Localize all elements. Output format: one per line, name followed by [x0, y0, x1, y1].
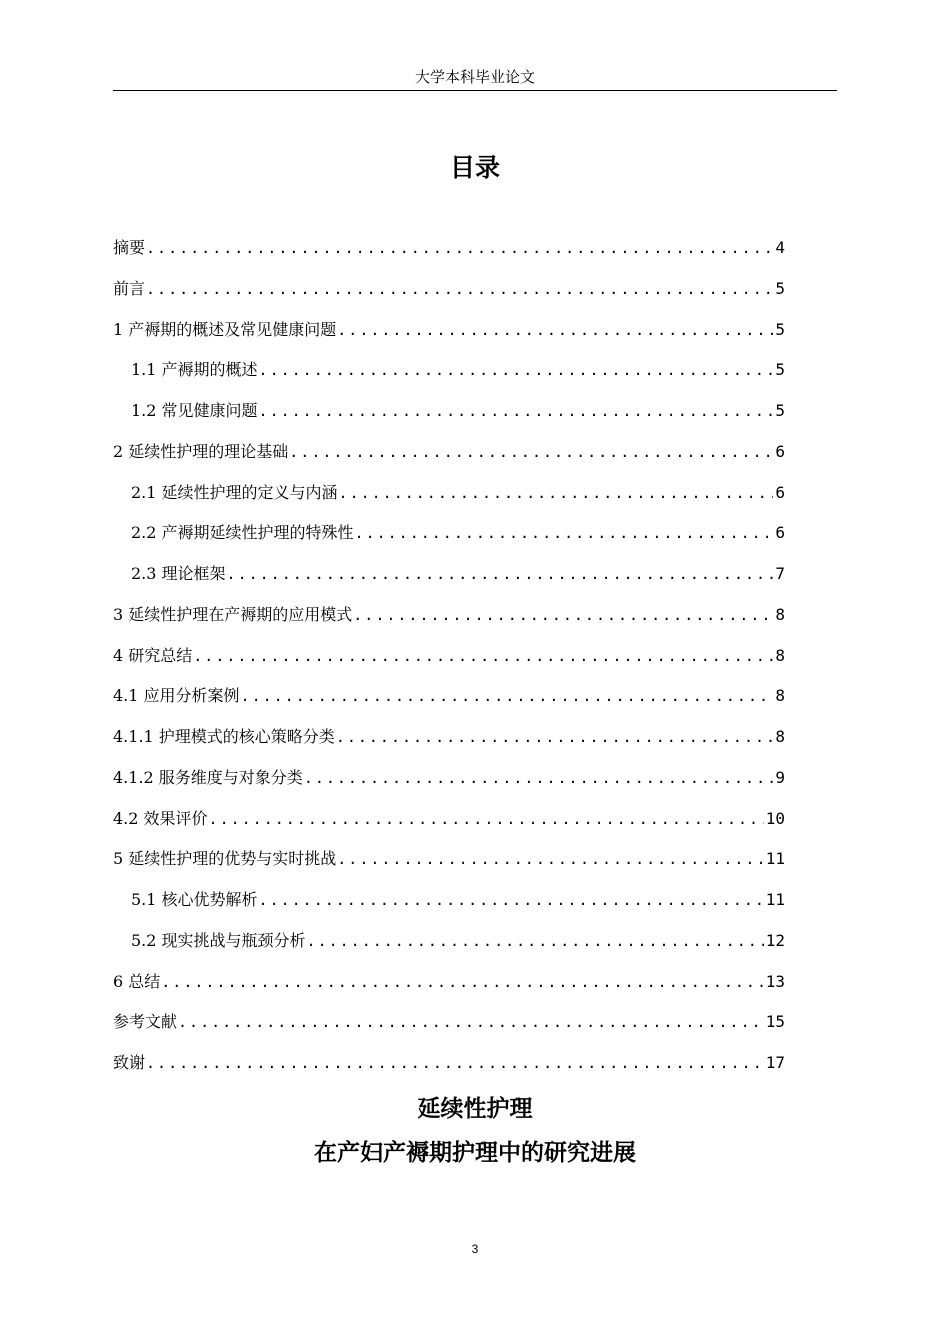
toc-entry-page-number: 7 — [775, 564, 785, 583]
toc-entry-label: 致谢 — [113, 1053, 146, 1072]
document-title-line-1: 延续性护理 — [417, 1096, 533, 1122]
toc-dot-leader — [241, 682, 774, 710]
toc-entry-page-number: 5 — [775, 360, 785, 380]
toc-entry[interactable] — [113, 479, 785, 520]
toc-dot-leader — [146, 234, 773, 262]
toc-entry[interactable] — [113, 438, 785, 479]
toc-dot-leader — [146, 275, 773, 303]
toc-dot-leader — [259, 356, 774, 384]
toc-entry-page-number: 8 — [775, 686, 785, 706]
toc-dot-leader — [193, 642, 773, 670]
page-number: 3 — [471, 1242, 479, 1256]
toc-dot-leader — [259, 397, 774, 425]
toc-entry[interactable] — [113, 1049, 785, 1090]
toc-entry[interactable] — [113, 601, 785, 642]
toc-dot-leader — [337, 316, 773, 344]
toc-entry-page-number: 11 — [765, 849, 785, 869]
toc-entry[interactable] — [113, 845, 785, 886]
toc-dot-leader — [146, 1049, 764, 1077]
toc-dot-leader — [355, 519, 774, 547]
toc-entry-label: 1 产褥期的概述及常见健康问题 — [113, 319, 337, 339]
toc-entry-page-number: 6 — [775, 441, 785, 461]
header-text: 大学本科毕业论文 — [414, 68, 535, 86]
toc-entry-page-number: 8 — [775, 645, 785, 665]
toc-entry-page-number: 12 — [765, 930, 785, 950]
toc-entry-label: 4 研究总结 — [113, 645, 193, 665]
toc-entry[interactable] — [113, 968, 785, 1009]
toc-entry[interactable] — [113, 234, 785, 275]
toc-entry-label: 2.2 产褥期延续性护理的特殊性 — [131, 523, 354, 543]
toc-entry[interactable] — [113, 927, 785, 968]
toc-entry-page-number: 4 — [775, 238, 785, 257]
toc-entry[interactable] — [113, 560, 785, 601]
toc-entry[interactable] — [113, 805, 785, 846]
toc-entry-label: 5 延续性护理的优势与实时挑战 — [113, 849, 337, 869]
toc-entry-label: 5.1 核心优势解析 — [131, 890, 258, 909]
toc-entry-page-number: 8 — [775, 727, 785, 746]
toc-entry[interactable] — [113, 316, 785, 357]
toc-entry-page-number: 15 — [765, 1012, 785, 1032]
toc-entry-label: 4.1 应用分析案例 — [113, 686, 240, 706]
toc-entry[interactable] — [113, 519, 785, 560]
toc-entry[interactable] — [113, 1008, 785, 1049]
toc-dot-leader — [307, 927, 764, 955]
toc-entry[interactable] — [113, 886, 785, 927]
toc-entry-label: 2.3 理论框架 — [131, 564, 226, 583]
table-of-contents — [113, 234, 785, 1090]
toc-entry-label: 5.2 现实挑战与瓶颈分析 — [131, 930, 306, 950]
toc-entry-label: 4.1.1 护理模式的核心策略分类 — [113, 727, 335, 746]
toc-entry-page-number: 5 — [775, 401, 785, 420]
toc-entry-label: 1.1 产褥期的概述 — [131, 360, 258, 380]
toc-entry-page-number: 17 — [765, 1053, 785, 1072]
toc-entry-page-number: 8 — [775, 604, 785, 624]
toc-entry-label: 2 延续性护理的理论基础 — [113, 441, 289, 461]
toc-entry-label: 前言 — [113, 278, 146, 298]
toc-entry[interactable] — [113, 764, 785, 805]
toc-dot-leader — [259, 886, 764, 914]
toc-dot-leader — [304, 764, 774, 792]
toc-entry-page-number: 6 — [775, 523, 785, 543]
toc-entry[interactable] — [113, 275, 785, 316]
toc-dot-leader — [161, 968, 763, 996]
toc-entry-page-number: 5 — [775, 319, 785, 339]
toc-dot-leader — [339, 479, 774, 507]
toc-dot-leader — [227, 560, 774, 588]
toc-entry-page-number: 10 — [765, 808, 785, 828]
toc-dot-leader — [336, 723, 774, 751]
toc-dot-leader — [337, 845, 763, 873]
toc-entry-page-number: 9 — [775, 767, 785, 787]
toc-entry[interactable] — [113, 356, 785, 397]
toc-entry-page-number: 11 — [765, 890, 785, 909]
toc-entry[interactable] — [113, 397, 785, 438]
toc-entry-label: 4.1.2 服务维度与对象分类 — [113, 767, 303, 787]
toc-entry-label: 3 延续性护理在产褥期的应用模式 — [113, 604, 353, 624]
toc-dot-leader — [209, 805, 764, 833]
toc-dot-leader — [178, 1008, 764, 1036]
page-header — [113, 66, 837, 91]
toc-entry-label: 参考文献 — [113, 1012, 178, 1032]
toc-entry[interactable] — [113, 642, 785, 683]
toc-entry[interactable] — [113, 682, 785, 723]
toc-entry-page-number: 13 — [765, 971, 785, 991]
toc-entry-label: 1.2 常见健康问题 — [131, 401, 258, 420]
toc-entry-label: 4.2 效果评价 — [113, 808, 208, 828]
toc-dot-leader — [289, 438, 773, 466]
toc-entry[interactable] — [113, 723, 785, 764]
toc-entry-page-number: 6 — [775, 482, 785, 502]
toc-entry-page-number: 5 — [775, 278, 785, 298]
document-title-line-2: 在产妇产褥期护理中的研究进展 — [314, 1140, 636, 1166]
toc-dot-leader — [353, 601, 773, 629]
toc-entry-label: 摘要 — [113, 238, 146, 257]
toc-title: 目录 — [449, 153, 500, 182]
toc-entry-label: 2.1 延续性护理的定义与内涵 — [131, 482, 338, 502]
toc-entry-label: 6 总结 — [113, 971, 161, 991]
